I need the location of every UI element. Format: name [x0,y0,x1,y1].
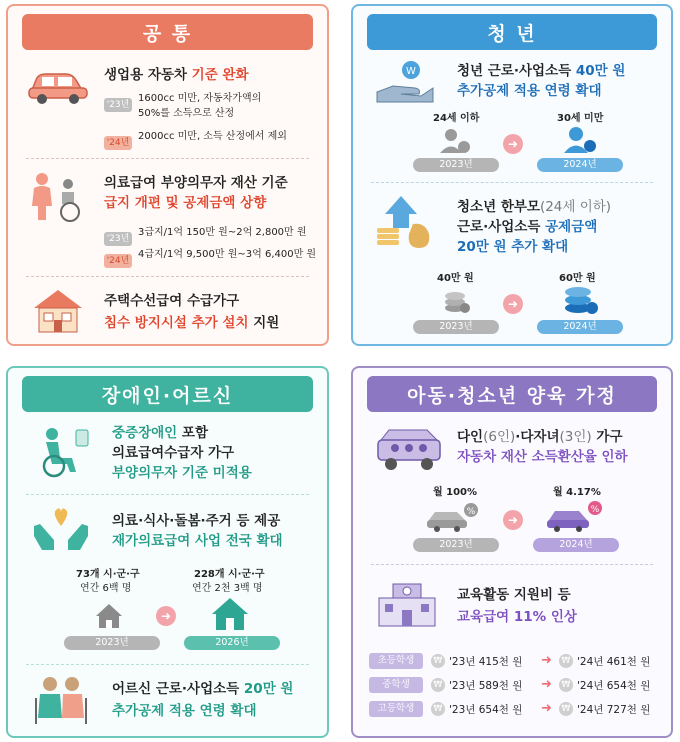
medical-24-text: 4급지/1억 9,500만 원~3억 6,400만 원 [138,249,317,260]
home-care-before-label1: 73개 시·군·구 [76,569,140,580]
child-car-line1-c: ·다자녀 [515,429,560,445]
housing-title1: 주택수선급여 수급가구 [104,293,240,309]
level-label: 고등학생 [369,701,423,717]
person-check-icon [563,126,597,154]
elderly-line1-a: 어르신 근로·사업소득 [112,681,244,697]
elderly-line1 [112,680,293,699]
year-bar-2024: 2024년 [537,158,623,172]
coin-stack-icon [443,288,471,314]
edu-row-elementary [369,650,659,672]
money-growth-icon [373,194,439,252]
house-icon [94,602,124,630]
amount-before: '23년 589천 원 [449,680,523,692]
divider [26,494,309,495]
coin-stack-icon [563,282,599,316]
single-parent-title3: 20만 원 추가 확대 [457,239,569,255]
arrow-right-icon: ➜ [541,677,552,692]
home-care-line1: 의료·식사·돌봄·주거 등 제공 [112,513,281,529]
housing-title2-a: 침수 방지시설 추가 설치 [104,315,249,331]
hand-money-icon [375,58,435,106]
year-bar-2024: 2024년 [537,320,623,334]
won-icon: ₩ [559,678,573,692]
school-icon [375,580,439,630]
elderly-line1-b: 20만 원 [243,681,294,697]
house-icon [30,286,86,336]
common-header: 공 통 [22,14,313,50]
arrow-right-icon: ➜ [541,653,552,668]
divider [371,182,653,183]
severe-line2: 의료급여수급자 가구 [112,445,235,461]
youth-before-label: 24세 이하 [433,113,480,124]
arrow-right-icon: ➜ [503,134,523,154]
family-car-icon [375,424,443,474]
year-bar-2023: 2023년 [413,320,499,334]
youth-panel [351,4,673,346]
svg-text:%: % [590,505,600,515]
single-title2-a: 근로·사업소득 [457,219,546,235]
wheelchair-caregiver-icon [28,170,88,222]
youth-work-title1-b: 40만 원 [575,63,626,79]
youth-work-title2: 추가공제 적용 연령 확대 [457,83,602,99]
child-car-line1-d: (3인) [559,429,592,445]
child-car-line1-a: 다인 [457,429,484,445]
amount-after: '24년 461천 원 [577,656,651,668]
svg-text:W: W [406,66,416,77]
divider [26,158,309,159]
elderly-line2: 추가공제 적용 연령 확대 [112,703,257,719]
youth-header: 청 년 [367,14,657,50]
child-car-line1-b: (6인) [483,429,516,445]
home-care-after-label2: 연간 2천 3백 명 [192,583,263,594]
year-bar-2024: 2024년 [533,538,619,552]
car-23-text1: 1600cc 미만, 자동차가액의 [138,93,262,104]
edu-line1: 교육활동 지원비 등 [457,587,571,603]
edu-row-middle [369,674,659,696]
car-title-a: 생업용 자동차 [104,67,192,83]
won-icon: ₩ [431,678,445,692]
amount-after: '24년 654천 원 [577,680,651,692]
single-before-label: 40만 원 [437,273,474,284]
housing-title2 [104,314,279,333]
severe-line1 [112,424,208,443]
year-tag-23: '23년 [104,98,132,112]
level-label: 초등학생 [369,653,423,669]
amount-before: '23년 415천 원 [449,656,523,668]
wheelchair-icon [30,426,92,478]
level-label: 중학생 [369,677,423,693]
child-car-before-label: 월 100% [433,487,478,498]
medical-title2: 급지 개편 및 공제금액 상향 [104,195,267,211]
car-icon [26,64,90,104]
year-bar-2023: 2023년 [413,158,499,172]
svg-text:%: % [466,507,476,517]
child-car-line1-e: 가구 [591,429,623,445]
arrow-right-icon: ➜ [503,294,523,314]
divider [371,564,653,565]
car-title [104,66,249,85]
home-care-after-label1: 228개 시·군·구 [194,569,265,580]
single-title1-a: 청소년 한부모 [457,199,540,215]
child-car-line2: 자동차 재산 소득환산율 인하 [457,449,628,465]
year-bar-2023: 2023년 [413,538,499,552]
single-title1-b: (24세 이하) [539,199,612,215]
car-percent-icon [425,502,479,532]
year-bar-2026: 2026년 [184,636,280,650]
youth-work-title1-a: 청년 근로·사업소득 [457,63,576,79]
amount-before: '23년 654천 원 [449,704,523,716]
child-car-line1 [457,428,623,447]
divider [26,664,309,665]
year-bar-2023: 2023년 [64,636,160,650]
year-tag-24: '24년 [104,254,132,268]
severe-line1-b: 포함 [177,425,209,441]
severe-line1-a: 중증장애인 [112,425,178,441]
edu-line2: 교육급여 11% 인상 [457,609,577,625]
car-23-text2: 50%를 소득으로 산정 [138,108,235,119]
won-icon: ₩ [431,702,445,716]
person-check-icon [439,128,471,154]
medical-title1: 의료급여 부양의무자 재산 기준 [104,175,288,191]
won-icon: ₩ [559,654,573,668]
children-header: 아동·청소년 양육 가정 [367,376,657,412]
car-percent-icon [545,500,603,532]
car-title-b: 기준 완화 [191,67,249,83]
divider [26,276,309,277]
home-care-line2: 재가의료급여 사업 전국 확대 [112,533,283,549]
disabled-elderly-panel [6,366,329,738]
youth-after-label: 30세 미만 [557,113,604,124]
amount-after: '24년 727천 원 [577,704,651,716]
won-icon: ₩ [431,654,445,668]
house-icon [210,596,250,632]
edu-row-high [369,698,659,720]
year-tag-24: '24년 [104,136,132,150]
youth-work-title1 [457,62,625,81]
arrow-right-icon: ➜ [156,606,176,626]
common-panel [6,4,329,346]
medical-23-text: 3급지/1억 150만 원~2억 2,800만 원 [138,227,307,238]
disabled-header: 장애인·어르신 [22,376,313,412]
arrow-right-icon: ➜ [541,701,552,716]
single-parent-title1 [457,198,611,217]
hands-heart-icon [32,506,90,552]
single-parent-title2 [457,218,597,237]
housing-title2-b: 지원 [248,315,280,331]
single-after-label: 60만 원 [559,273,596,284]
children-panel [351,366,673,738]
child-car-after-label: 월 4.17% [553,487,601,498]
car-24-text: 2000cc 미만, 소득 산정에서 제외 [138,131,287,142]
arrow-right-icon: ➜ [503,510,523,530]
home-care-before-label2: 연간 6백 명 [80,583,132,594]
elderly-couple-icon [32,674,90,726]
won-icon: ₩ [559,702,573,716]
severe-line3: 부양의무자 기준 미적용 [112,465,252,481]
year-tag-23: '23년 [104,232,132,246]
single-title2-b: 공제금액 [545,219,598,235]
